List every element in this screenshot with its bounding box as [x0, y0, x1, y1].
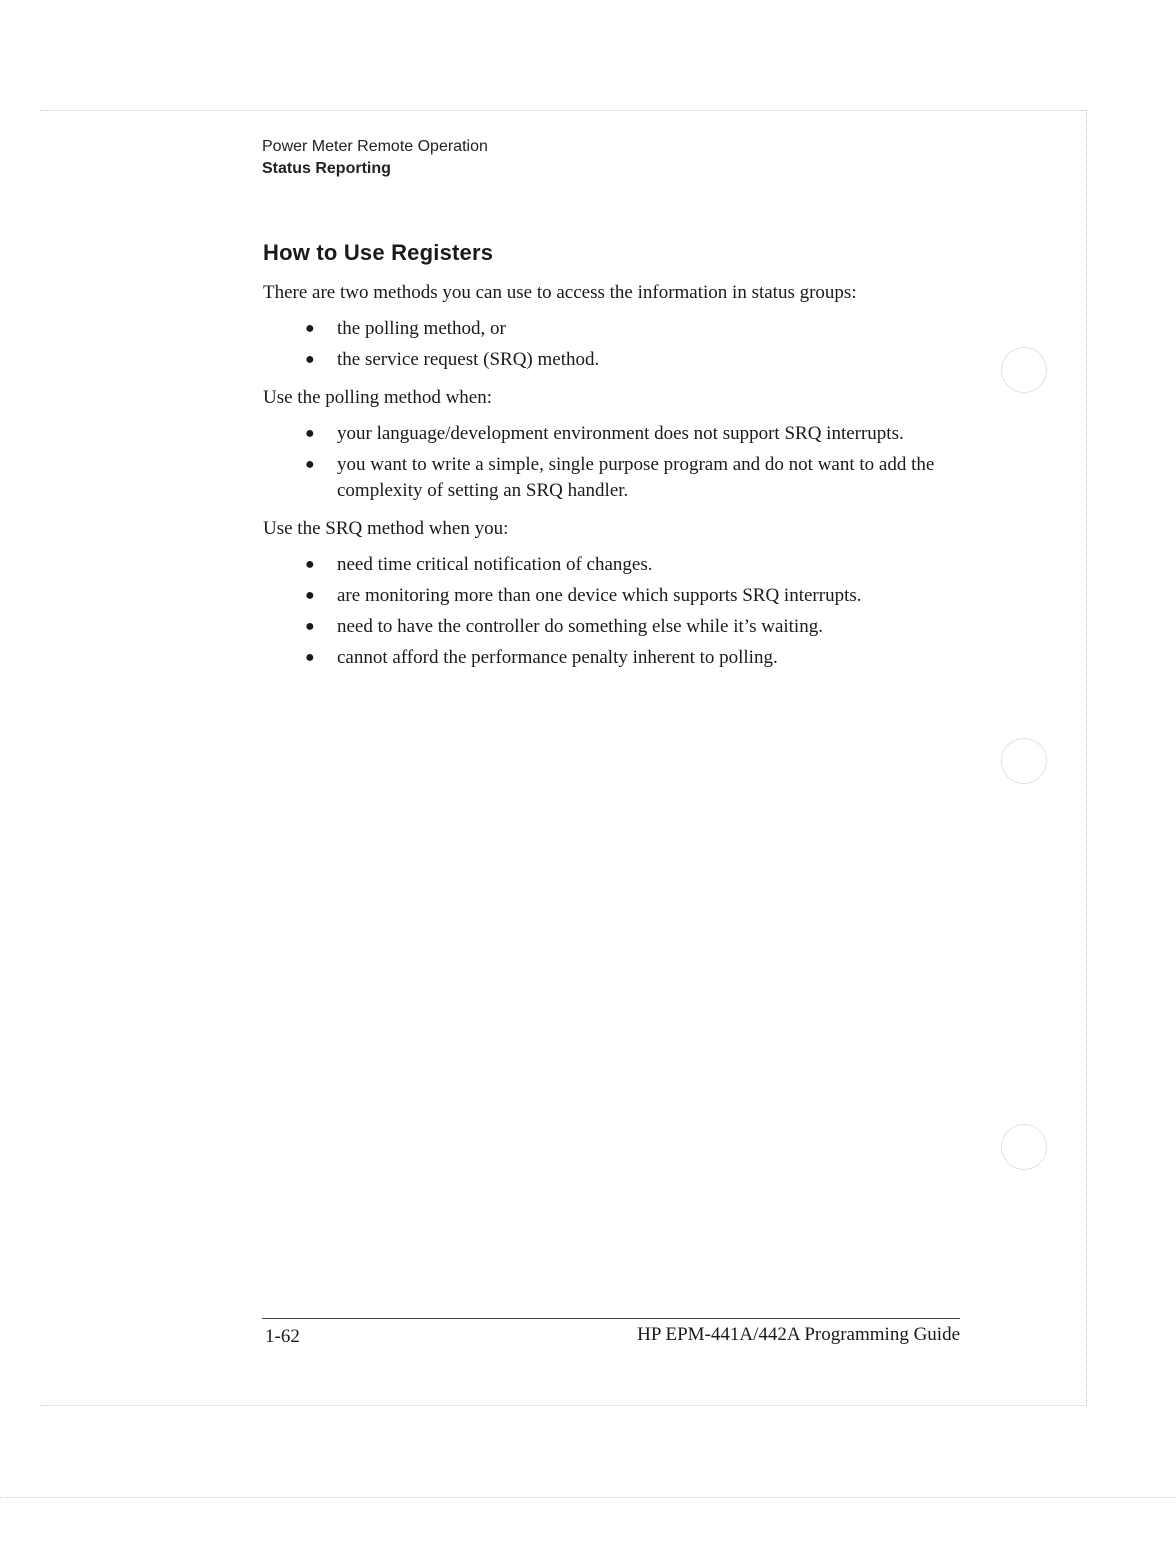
bullet-icon: ●: [305, 587, 315, 604]
page-heading: How to Use Registers: [263, 240, 494, 265]
list-item: ● the service request (SRQ) method.: [263, 347, 943, 373]
intro-paragraph: There are two methods you can use to access the information in status groups:: [263, 282, 857, 303]
bullet-icon: ●: [305, 456, 315, 473]
list-item: ● you want to write a simple, single purpose program and do not want to add the complexity of setting an SRQ handler.: [305, 454, 935, 501]
polling-reasons-list: [263, 421, 943, 504]
list-item: ● are monitoring more than one device which supports SRQ interrupts.: [263, 583, 943, 609]
page-content: [263, 240, 943, 683]
polling-intro: Use the polling method when:: [263, 387, 493, 408]
list-item: ● cannot afford the performance penalty inherent to polling.: [263, 645, 943, 671]
list-item: ● need time critical notification of changes.: [263, 552, 943, 578]
bullet-icon: ●: [305, 618, 315, 635]
page-number: 1-62: [265, 1326, 300, 1347]
scan-edge-bottom: [40, 1405, 1086, 1406]
list-item: ● need to have the controller do something else while it’s waiting.: [263, 614, 943, 640]
section-title: Status Reporting: [262, 160, 391, 177]
srq-intro: Use the SRQ method when you:: [263, 518, 509, 539]
punch-hole-icon: [1001, 1124, 1047, 1170]
bullet-icon: ●: [305, 320, 315, 337]
running-head: [262, 136, 488, 180]
scan-edge-top: [40, 110, 1086, 111]
chapter-title: Power Meter Remote Operation: [262, 138, 488, 155]
srq-reasons-list: [263, 552, 943, 671]
list-item: ● your language/development environment does not support SRQ interrupts.: [263, 421, 943, 447]
bullet-icon: ●: [305, 425, 315, 442]
scan-edge-right: [1086, 110, 1087, 1405]
bullet-icon: ●: [305, 556, 315, 573]
footer-divider: [262, 1318, 960, 1319]
punch-hole-icon: [1001, 738, 1047, 784]
punch-hole-icon: [1001, 347, 1047, 393]
guide-title: HP EPM-441A/442A Programming Guide: [637, 1324, 960, 1345]
list-item: ● the polling method, or: [263, 316, 943, 342]
bullet-icon: ●: [305, 649, 315, 666]
scan-edge-lower: [0, 1497, 1176, 1498]
methods-list: [263, 316, 943, 373]
bullet-icon: ●: [305, 351, 315, 368]
